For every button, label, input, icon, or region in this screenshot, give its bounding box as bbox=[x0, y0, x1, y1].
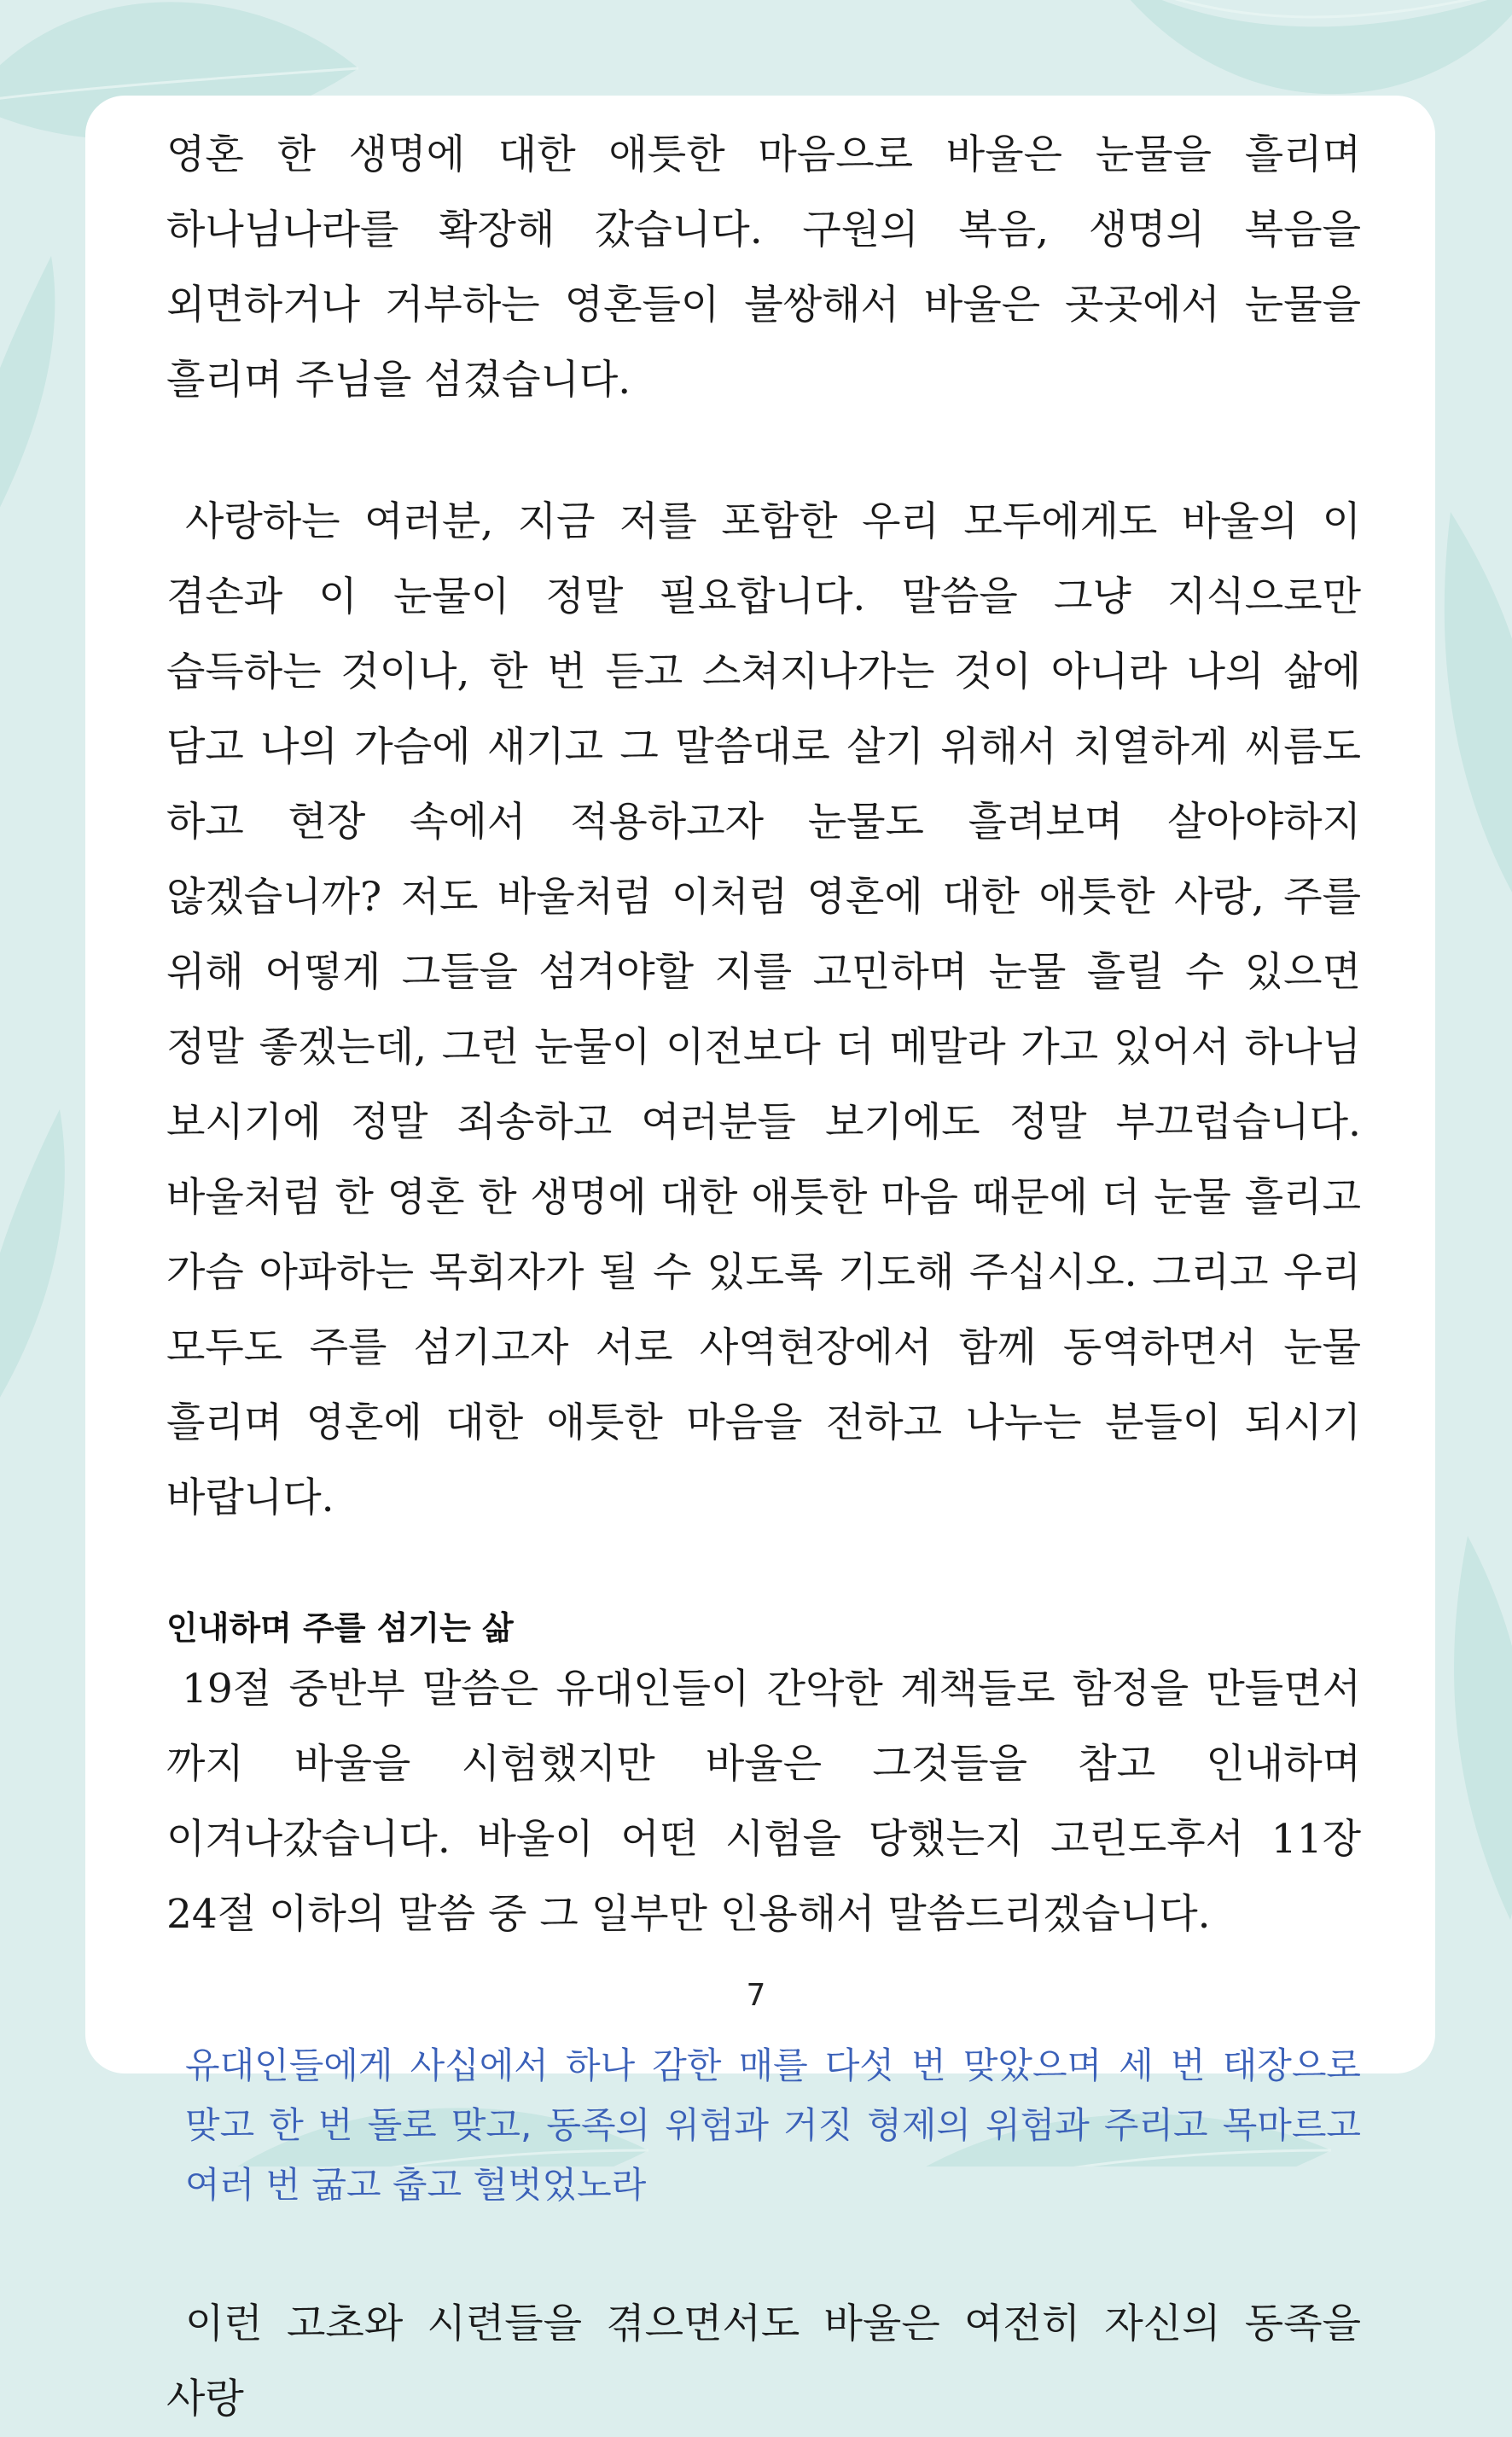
body-paragraph-2: 사랑하는 여러분, 지금 저를 포함한 우리 모두에게도 바울의 이 겸손과 이 눈물이 정말 필요합니다. 말씀을 그냥 지식으로만 습득하는 것이나, 한 번 듣고 스쳐지나가는 것이 아니라 나의 삶에 담고 나의 가슴에 새기고 그 말씀대로 살기 위해서 치열하게 씨름도 하고 현장 속에서 적용하고자 눈물도 흘려보며 살아야하지 않겠습니까? 저도 바울처럼 이처럼 영혼에 대한 애틋한 사랑, 주를 위해 어떻게 그들을 섬겨야할 지를 고민하며 눈물 흘릴 수 있으면 정말 좋겠는데, 그런 눈물이 이전보다 더 메말라 가고 있어서 하나님 보시기에 정말 죄송하고 여러분들 보기에도 정말 부끄럽습니다. 바울처럼 한 영혼 한 생명에 대한 애틋한 마음 때문에 더 눈물 흘리고 가슴 아파하는 목회자가 될 수 있도록 기도해 주십시오. 그리고 우리 모두도 주를 섬기고자 서로 사역현장에서 함께 동역하면서 눈물 흘리며 영혼에 대한 애틋한 마음을 전하고 나누는 분들이 되시기 바랍니다. bbox=[166, 498, 1361, 1521]
body-paragraph-1: 영혼 한 생명에 대한 애틋한 마음으로 바울은 눈물을 흘리며 하나님나라를 확장해 갔습니다. 구원의 복음, 생명의 복음을 외면하거나 거부하는 영혼들이 불쌍해서 바울은 곳곳에서 눈물을 흘리며 주님을 섬겼습니다. bbox=[166, 131, 1361, 404]
section-heading: 인내하며 주를 섬기는 삶 bbox=[166, 1609, 514, 1647]
content-area bbox=[166, 118, 1361, 2437]
scripture-quote: 유대인들에게 사십에서 하나 감한 매를 다섯 번 맞았으며 세 번 태장으로 맞고 한 번 돌로 맞고, 동족의 위험과 거짓 형제의 위험과 주리고 목마르고 여러 번 굶고 춥고 헐벗었노라 bbox=[185, 2044, 1361, 2206]
body-paragraph-4: 이런 고초와 시련들을 겪으면서도 바울은 여전히 자신의 동족을 사랑 bbox=[166, 2300, 1361, 2422]
page-number: 7 bbox=[746, 1978, 766, 2013]
body-paragraph-3: 19절 중반부 말씀은 유대인들이 간악한 계책들로 함정을 만들면서 까지 바울을 시험했지만 바울은 그것들을 참고 인내하며 이겨나갔습니다. 바울이 어떤 시험을 당했는지 고린도후서 11장 24절 이하의 말씀 중 그 일부만 인용해서 말씀드리겠습니다. bbox=[166, 1666, 1361, 1938]
